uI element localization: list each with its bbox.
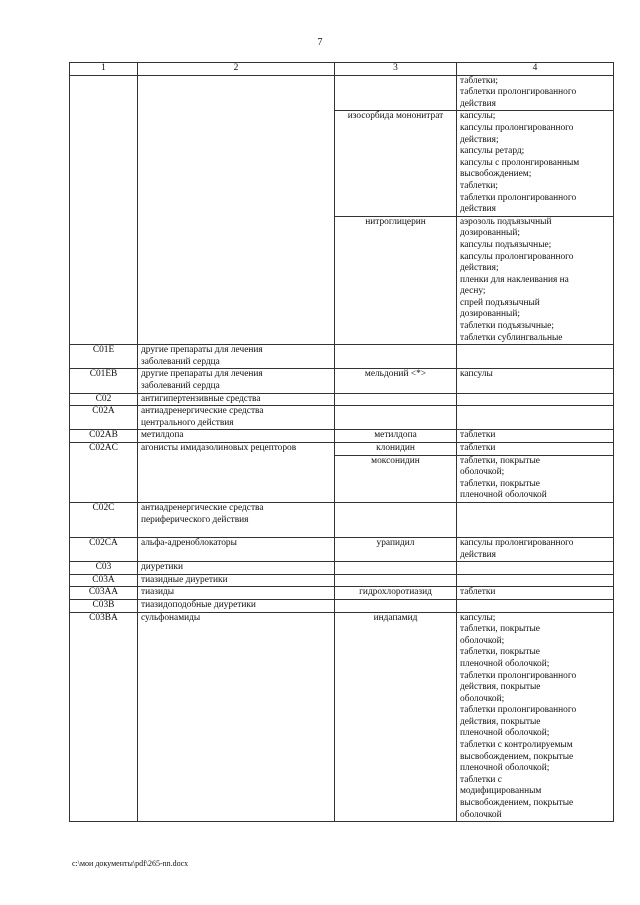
dosage-form-cell-line: таблетки пролонгированного [460,87,577,98]
dosage-form-cell [457,406,614,430]
dosage-form-cell-line: капсулы; [460,111,496,122]
group-cell-line: альфа-адреноблокаторы [141,537,237,548]
table-row [70,345,614,369]
dosage-form-cell-line: таблетки пролонгированного [460,705,577,716]
table-row [70,562,614,575]
dosage-form-cell-line: действия [460,204,496,215]
group-cell [138,443,335,503]
dosage-form-cell [457,216,614,345]
dosage-form-cell-line: высвобождением, покрытые [460,751,574,762]
column-header: 3 [335,63,457,76]
drug-name-cell [335,345,457,369]
drug-name-cell [335,612,457,822]
drug-name-cell-line: урапидил [376,537,415,548]
dosage-form-cell-line: оболочкой; [460,635,505,646]
dosage-form-cell-line: таблетки сублингвальные [460,332,563,343]
dosage-form-cell [457,111,614,216]
dosage-form-cell-line: высвобождением; [460,169,532,180]
dosage-form-cell-line: действия, покрытые [460,716,541,727]
atc-code-cell: C02A [70,406,138,430]
dosage-form-cell [457,502,614,537]
group-cell-line: тиазидные диуретики [141,574,228,585]
dosage-form-cell-line: пленочной оболочкой; [460,728,550,739]
dosage-form-cell-line: таблетки [460,443,496,453]
dosage-form-cell [457,393,614,406]
column-header: 4 [457,63,614,76]
dosage-form-cell-line: десну; [460,286,486,297]
drug-name-cell-line: клонидин [376,443,415,453]
group-cell [138,587,335,600]
dosage-form-cell-line: пленочной оболочкой; [460,763,550,774]
drug-name-cell [335,393,457,406]
group-cell [138,599,335,612]
dosage-form-cell-line: действия; [460,263,499,274]
drug-name-cell-line: изосорбида мононитрат [347,111,444,122]
dosage-form-cell-line: капсулы; [460,612,496,623]
drug-name-cell [335,562,457,575]
drug-name-cell [335,574,457,587]
group-cell-line: заболеваний сердца [141,356,220,367]
drug-name-cell-line: моксонидин [371,455,420,466]
table-row [70,537,614,561]
dosage-form-cell [457,537,614,561]
dosage-form-cell-line: таблетки [460,587,496,598]
dosage-form-cell [457,75,614,111]
table-row [70,430,614,443]
table-row [70,443,614,456]
group-cell-line: другие препараты для лечения [141,369,263,380]
dosage-form-cell-line: капсулы ретард; [460,146,525,157]
table-header-row [70,63,614,76]
group-cell [138,430,335,443]
group-cell [138,502,335,537]
dosage-form-cell-line: дозированный; [460,309,520,320]
drug-name-cell-line: нитроглицерин [365,216,426,227]
drug-name-cell-line: метилдопа [374,430,417,441]
dosage-form-cell-line: аэрозоль подъязычный [460,216,552,227]
dosage-form-cell-line: капсулы пролонгированного [460,251,574,262]
atc-code-cell: C03BA [70,612,138,822]
group-cell-line: заболеваний сердца [141,381,220,392]
dosage-form-cell-line: пленки для наклеивания на [460,274,569,285]
atc-code-cell: C02C [70,502,138,537]
dosage-form-cell-line: дозированный; [460,228,520,239]
group-cell-line: антиадренергические средства [141,502,264,513]
drug-name-cell [335,502,457,537]
group-cell-line: агонисты имидазолиновых рецепторов [141,443,297,453]
dosage-form-cell-line: высвобождением, покрытые [460,798,574,809]
group-cell [138,369,335,393]
group-cell-line: другие препараты для лечения [141,345,263,356]
dosage-form-cell-line: капсулы [460,369,493,380]
drug-name-cell [335,216,457,345]
page-number: 7 [317,37,323,48]
dosage-form-cell [457,369,614,393]
drug-name-cell [335,406,457,430]
table-row [70,599,614,612]
drug-name-cell [335,599,457,612]
group-cell [138,562,335,575]
dosage-form-cell-line: модифицированным [460,786,542,797]
dosage-form-cell-line: оболочкой [460,809,502,820]
table-row [70,612,614,822]
atc-code-cell: C03 [70,562,138,575]
dosage-form-cell [457,345,614,369]
dosage-form-cell [457,612,614,822]
table-row [70,75,614,111]
dosage-form-cell-line: таблетки пролонгированного [460,192,577,203]
group-cell-line: тиазидоподобные диуретики [141,599,256,610]
table-row [70,406,614,430]
dosage-form-cell-line: действия [460,549,496,560]
dosage-form-cell-line: таблетки; [460,75,499,86]
group-cell [138,345,335,369]
atc-code-cell: C02 [70,393,138,406]
atc-code-cell: C01EB [70,369,138,393]
group-cell-line: метилдопа [141,430,184,441]
dosage-form-cell [457,574,614,587]
group-cell-line: периферического действия [141,514,249,525]
dosage-form-cell-line: капсулы с пролонгированным [460,157,580,168]
atc-code-cell: C03B [70,599,138,612]
group-cell [138,574,335,587]
dosage-form-cell-line: таблетки, покрытые [460,624,540,635]
drug-name-cell-line: индапамид [373,612,418,623]
dosage-form-cell-line: таблетки с [460,774,502,785]
dosage-form-cell-line: капсулы подъязычные; [460,239,552,250]
drug-name-cell [335,537,457,561]
table-row [70,502,614,537]
column-header: 2 [138,63,335,76]
group-cell-line: антигипертензивные средства [141,393,261,404]
dosage-form-cell-line: пленочной оболочкой [460,490,547,501]
table-row [70,393,614,406]
atc-code-cell: C03A [70,574,138,587]
dosage-form-cell [457,599,614,612]
table-row [70,587,614,600]
dosage-form-cell-line: оболочкой; [460,693,505,704]
atc-code-cell [70,75,138,345]
dosage-form-cell-line: таблетки [460,430,496,441]
atc-code-cell: C02CA [70,537,138,561]
atc-code-cell: C01E [70,345,138,369]
file-path-footer: c:\мои документы\pdf\265-nn.docx [72,859,189,868]
column-header: 1 [70,63,138,76]
dosage-form-cell-line: спрей подъязычный [460,297,540,308]
group-cell [138,537,335,561]
group-cell [138,393,335,406]
dosage-form-cell-line: таблетки, покрытые [460,478,540,489]
dosage-form-cell-line: таблетки подъязычные; [460,321,554,332]
drug-table [69,62,614,822]
group-cell [138,406,335,430]
dosage-form-cell-line: таблетки; [460,180,499,191]
dosage-form-cell-line: действия; [460,134,499,145]
drug-name-cell [335,455,457,502]
dosage-form-cell [457,562,614,575]
dosage-form-cell [457,443,614,456]
group-cell-line: сульфонамиды [141,612,201,623]
table-row [70,369,614,393]
dosage-form-cell [457,455,614,502]
dosage-form-cell-line: таблетки пролонгированного [460,670,577,681]
dosage-form-cell-line: таблетки, покрытые [460,455,540,466]
group-cell-line: центрального действия [141,417,234,428]
group-cell-line: тиазиды [141,587,175,598]
drug-name-cell-line: гидрохлоротиазид [359,587,432,598]
drug-name-cell [335,430,457,443]
group-cell [138,612,335,822]
group-cell-line: диуретики [141,562,184,573]
drug-name-cell [335,369,457,393]
drug-name-cell [335,111,457,216]
dosage-form-cell-line: таблетки, покрытые [460,647,540,658]
dosage-form-cell-line: пленочной оболочкой; [460,658,550,669]
dosage-form-cell [457,430,614,443]
atc-code-cell: C02AC [70,443,138,503]
drug-name-cell [335,75,457,111]
atc-code-cell: C03AA [70,587,138,600]
dosage-form-cell-line: таблетки с контролируемым [460,740,573,751]
dosage-form-cell-line: капсулы пролонгированного [460,122,574,133]
group-cell-line: антиадренергические средства [141,406,264,417]
dosage-form-cell-line: действия [460,98,496,109]
dosage-form-cell-line: действия, покрытые [460,682,541,693]
dosage-form-cell-line: оболочкой; [460,467,505,478]
table-row [70,574,614,587]
atc-code-cell: C02AB [70,430,138,443]
drug-name-cell [335,587,457,600]
drug-name-cell [335,443,457,456]
dosage-form-cell-line: капсулы пролонгированного [460,537,574,548]
dosage-form-cell [457,587,614,600]
drug-name-cell-line: мельдоний <*> [364,369,427,380]
group-cell [138,75,335,345]
